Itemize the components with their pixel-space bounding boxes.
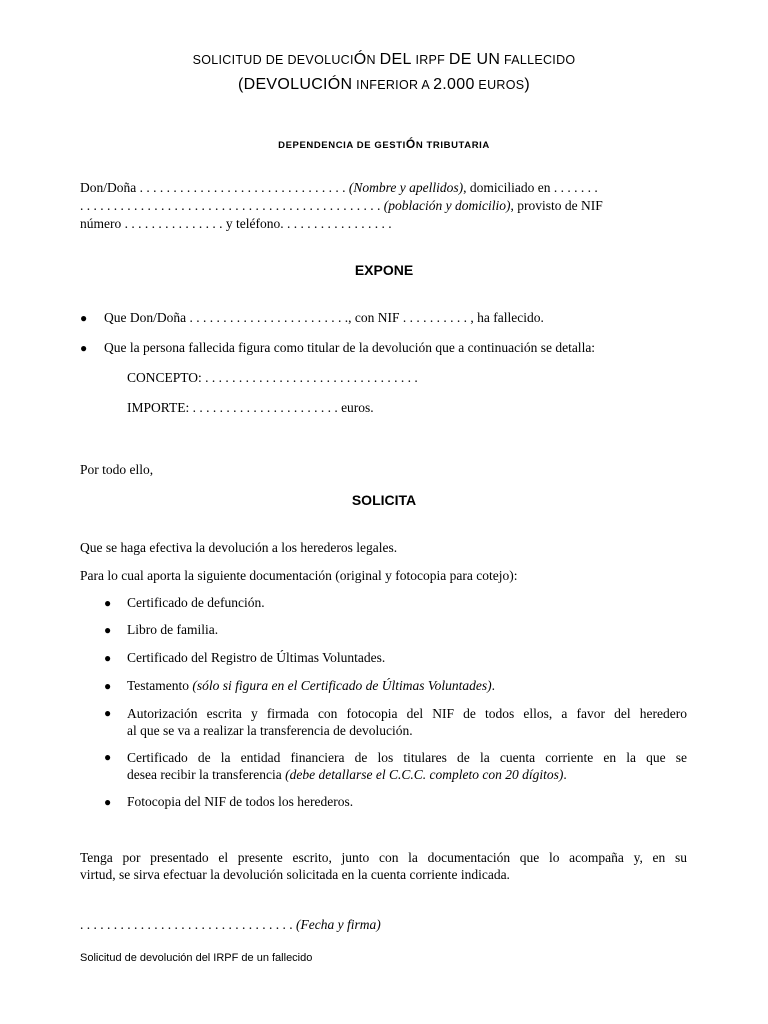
expone-bullet-2: Que la persona fallecida figura como titular de la devolución que a continuación se detalla:	[104, 340, 596, 355]
intro-line-1: Don/Doña . . . . . . . . . . . . . . . . . . . . . . . . . . . . . . . (Nombre y apellidos), domiciliado en . . . . . . .	[80, 180, 598, 195]
bullet-icon: ●	[104, 795, 112, 809]
intro-line-2: . . . . . . . . . . . . . . . . . . . . . . . . . . . . . . . . . . . . . . . . . . . . . (población y domicilio), provisto de NIF	[80, 198, 603, 213]
bullet-icon: ●	[104, 623, 112, 637]
bullet-icon: ●	[104, 679, 112, 693]
solicita-paragraph-1: Que se haga efectiva la devolución a los herederos legales.	[80, 540, 398, 555]
doc-item-libro-familia: Libro de familia.	[127, 622, 219, 637]
fecha-firma-line: . . . . . . . . . . . . . . . . . . . . . . . . . . . . . . . . (Fecha y firma)	[80, 917, 381, 932]
bullet-icon: ●	[80, 341, 88, 355]
closing-paragraph: Tenga por presentado el presente escrito, junto con la documentación que lo acompaña y, en su virtud, se sirva efectuar la devolución solicitada en la cuenta corriente indicada.	[80, 850, 687, 882]
doc-item-ultimas-voluntades: Certificado del Registro de Últimas Voluntades.	[127, 650, 386, 665]
expone-heading: EXPONE	[354, 262, 414, 278]
page-footer: Solicitud de devolución del IRPF de un fallecido	[80, 952, 313, 964]
solicita-paragraph-2: Para lo cual aporta la siguiente documentación (original y fotocopia para cotejo):	[80, 568, 518, 583]
doc-item-certificado-entidad: Certificado de la entidad financiera de los titulares de la cuenta corriente en la que se desea recibir la transferencia (debe detallarse el C.C.C. completo con 20 dígitos).	[127, 750, 687, 782]
concepto-line: CONCEPTO: . . . . . . . . . . . . . . . . . . . . . . . . . . . . . . . .	[127, 370, 418, 385]
doc-item-fotocopia-nif: Fotocopia del NIF de todos los herederos.	[127, 794, 354, 809]
doc-item-testamento: Testamento (sólo si figura en el Certificado de Últimas Voluntades).	[127, 678, 496, 693]
expone-bullet-1: Que Don/Doña . . . . . . . . . . . . . . . . . . . . . . . ., con NIF . . . . . . . . . . , ha fallecido.	[104, 310, 544, 325]
document-title-line1: SOLICITUD DE DEVOLUCIÓN DEL IRPF DE UN FALLECIDO	[192, 51, 576, 68]
bullet-icon: ●	[104, 651, 112, 665]
doc-item-defuncion: Certificado de defunción.	[127, 595, 265, 610]
bullet-icon: ●	[104, 596, 112, 610]
bullet-icon: ●	[104, 706, 112, 720]
por-todo-ello: Por todo ello,	[80, 462, 154, 477]
document-title-line2: (DEVOLUCIÓN INFERIOR A 2.000 EUROS)	[237, 76, 531, 93]
bullet-icon: ●	[80, 311, 88, 325]
solicita-heading: SOLICITA	[351, 492, 417, 508]
importe-line: IMPORTE: . . . . . . . . . . . . . . . . . . . . . . euros.	[127, 400, 374, 415]
intro-line-3: número . . . . . . . . . . . . . . . y teléfono. . . . . . . . . . . . . . . . .	[80, 216, 392, 231]
bullet-icon: ●	[104, 750, 112, 764]
doc-item-autorizacion: Autorización escrita y firmada con fotocopia del NIF de todos ellos, a favor del heredero al que se va a realizar la transferencia de devolución.	[127, 706, 687, 738]
dependencia-heading: DEPENDENCIA DE GESTIÓN TRIBUTARIA	[278, 137, 490, 151]
